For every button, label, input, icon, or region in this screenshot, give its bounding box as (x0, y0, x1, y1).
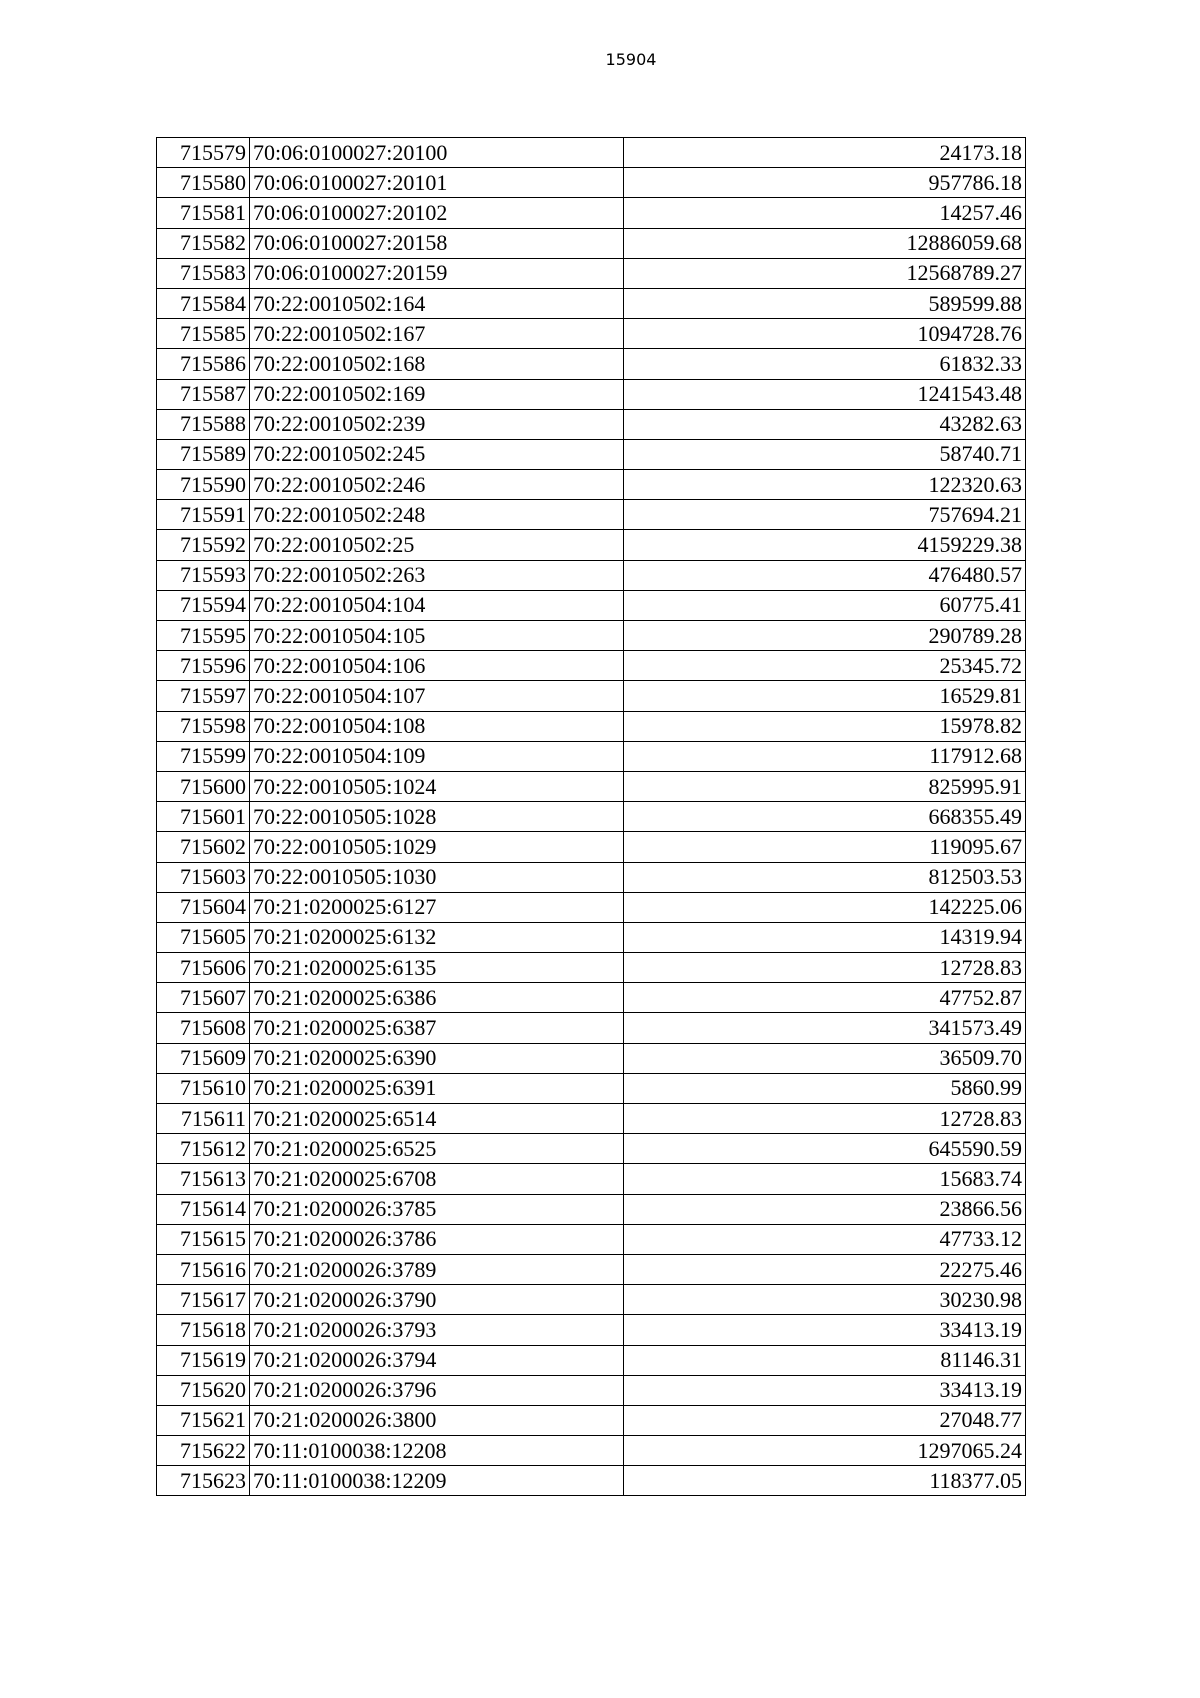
value-cell: 290789.28 (624, 621, 1026, 651)
cadastral-number-cell: 70:21:0200025:6386 (250, 983, 624, 1013)
cadastral-number-cell: 70:22:0010502:168 (250, 349, 624, 379)
cadastral-number-cell: 70:22:0010502:245 (250, 439, 624, 469)
cadastral-number-cell: 70:22:0010504:106 (250, 651, 624, 681)
row-number-cell: 715599 (157, 741, 250, 771)
table-row (157, 530, 1026, 560)
cadastral-number-cell: 70:22:0010504:107 (250, 681, 624, 711)
row-number-cell: 715610 (157, 1073, 250, 1103)
table-row (157, 590, 1026, 620)
cadastral-number-cell: 70:22:0010502:164 (250, 288, 624, 318)
row-number-cell: 715606 (157, 953, 250, 983)
cadastral-number-cell: 70:22:0010505:1024 (250, 771, 624, 801)
table-row (157, 1405, 1026, 1435)
cadastral-number-cell: 70:21:0200026:3796 (250, 1375, 624, 1405)
row-number-cell: 715581 (157, 198, 250, 228)
row-number-cell: 715587 (157, 379, 250, 409)
row-number-cell: 715584 (157, 288, 250, 318)
value-cell: 4159229.38 (624, 530, 1026, 560)
row-number-cell: 715603 (157, 862, 250, 892)
row-number-cell: 715614 (157, 1194, 250, 1224)
table-row (157, 1285, 1026, 1315)
cadastral-number-cell: 70:21:0200025:6525 (250, 1134, 624, 1164)
value-cell: 23866.56 (624, 1194, 1026, 1224)
row-number-cell: 715582 (157, 228, 250, 258)
table-row (157, 470, 1026, 500)
row-number-cell: 715594 (157, 590, 250, 620)
value-cell: 60775.41 (624, 590, 1026, 620)
cadastral-number-cell: 70:21:0200026:3793 (250, 1315, 624, 1345)
value-cell: 81146.31 (624, 1345, 1026, 1375)
value-cell: 27048.77 (624, 1405, 1026, 1435)
cadastral-number-cell: 70:21:0200026:3785 (250, 1194, 624, 1224)
value-cell: 812503.53 (624, 862, 1026, 892)
table-row (157, 771, 1026, 801)
page-number: 15904 (605, 50, 657, 69)
value-cell: 12728.83 (624, 953, 1026, 983)
table-row (157, 198, 1026, 228)
cadastral-number-cell: 70:22:0010502:167 (250, 319, 624, 349)
value-cell: 1094728.76 (624, 319, 1026, 349)
row-number-cell: 715612 (157, 1134, 250, 1164)
table-row (157, 1194, 1026, 1224)
table-row (157, 1164, 1026, 1194)
cadastral-number-cell: 70:21:0200026:3800 (250, 1405, 624, 1435)
table-row (157, 1224, 1026, 1254)
table-row (157, 439, 1026, 469)
row-number-cell: 715589 (157, 439, 250, 469)
cadastral-number-cell: 70:11:0100038:12208 (250, 1436, 624, 1466)
value-cell: 58740.71 (624, 439, 1026, 469)
cadastral-number-cell: 70:21:0200025:6391 (250, 1073, 624, 1103)
table-row (157, 953, 1026, 983)
row-number-cell: 715616 (157, 1254, 250, 1284)
table-row (157, 892, 1026, 922)
value-cell: 14257.46 (624, 198, 1026, 228)
table-row (157, 560, 1026, 590)
cadastral-number-cell: 70:22:0010502:248 (250, 500, 624, 530)
cadastral-number-cell: 70:21:0200026:3786 (250, 1224, 624, 1254)
cadastral-number-cell: 70:21:0200026:3789 (250, 1254, 624, 1284)
row-number-cell: 715621 (157, 1405, 250, 1435)
row-number-cell: 715608 (157, 1013, 250, 1043)
value-cell: 47752.87 (624, 983, 1026, 1013)
cadastral-number-cell: 70:21:0200025:6514 (250, 1104, 624, 1134)
table-row (157, 349, 1026, 379)
row-number-cell: 715583 (157, 258, 250, 288)
row-number-cell: 715596 (157, 651, 250, 681)
row-number-cell: 715586 (157, 349, 250, 379)
table-row (157, 922, 1026, 952)
cadastral-number-cell: 70:22:0010502:239 (250, 409, 624, 439)
cadastral-number-cell: 70:22:0010504:109 (250, 741, 624, 771)
value-cell: 15978.82 (624, 711, 1026, 741)
table-row (157, 802, 1026, 832)
cadastral-number-cell: 70:22:0010504:108 (250, 711, 624, 741)
value-cell: 25345.72 (624, 651, 1026, 681)
value-cell: 33413.19 (624, 1315, 1026, 1345)
value-cell: 117912.68 (624, 741, 1026, 771)
table-row (157, 319, 1026, 349)
row-number-cell: 715601 (157, 802, 250, 832)
value-cell: 341573.49 (624, 1013, 1026, 1043)
table-row (157, 1345, 1026, 1375)
row-number-cell: 715592 (157, 530, 250, 560)
row-number-cell: 715609 (157, 1043, 250, 1073)
cadastral-number-cell: 70:21:0200025:6708 (250, 1164, 624, 1194)
cadastral-number-cell: 70:22:0010502:263 (250, 560, 624, 590)
cadastral-number-cell: 70:21:0200025:6135 (250, 953, 624, 983)
table-row (157, 983, 1026, 1013)
cadastral-number-cell: 70:22:0010502:246 (250, 470, 624, 500)
cadastral-number-cell: 70:06:0100027:20159 (250, 258, 624, 288)
table-row (157, 862, 1026, 892)
table-row (157, 1315, 1026, 1345)
row-number-cell: 715591 (157, 500, 250, 530)
row-number-cell: 715598 (157, 711, 250, 741)
table-row (157, 1436, 1026, 1466)
row-number-cell: 715590 (157, 470, 250, 500)
table-row (157, 1375, 1026, 1405)
row-number-cell: 715623 (157, 1466, 250, 1496)
cadastral-number-cell: 70:22:0010502:25 (250, 530, 624, 560)
value-cell: 5860.99 (624, 1073, 1026, 1103)
value-cell: 1241543.48 (624, 379, 1026, 409)
row-number-cell: 715580 (157, 168, 250, 198)
table-row (157, 832, 1026, 862)
value-cell: 33413.19 (624, 1375, 1026, 1405)
table-row (157, 1104, 1026, 1134)
table-row (157, 1013, 1026, 1043)
row-number-cell: 715615 (157, 1224, 250, 1254)
value-cell: 957786.18 (624, 168, 1026, 198)
value-cell: 757694.21 (624, 500, 1026, 530)
row-number-cell: 715595 (157, 621, 250, 651)
value-cell: 43282.63 (624, 409, 1026, 439)
cadastral-number-cell: 70:22:0010504:105 (250, 621, 624, 651)
table-row (157, 288, 1026, 318)
row-number-cell: 715620 (157, 1375, 250, 1405)
table-row (157, 1073, 1026, 1103)
table-row (157, 651, 1026, 681)
row-number-cell: 715593 (157, 560, 250, 590)
value-cell: 12728.83 (624, 1104, 1026, 1134)
value-cell: 589599.88 (624, 288, 1026, 318)
cadastral-number-cell: 70:11:0100038:12209 (250, 1466, 624, 1496)
value-cell: 47733.12 (624, 1224, 1026, 1254)
row-number-cell: 715588 (157, 409, 250, 439)
value-cell: 12886059.68 (624, 228, 1026, 258)
table-row (157, 621, 1026, 651)
cadastral-number-cell: 70:21:0200025:6132 (250, 922, 624, 952)
table-row (157, 711, 1026, 741)
row-number-cell: 715602 (157, 832, 250, 862)
row-number-cell: 715618 (157, 1315, 250, 1345)
row-number-cell: 715585 (157, 319, 250, 349)
cadastral-number-cell: 70:06:0100027:20101 (250, 168, 624, 198)
row-number-cell: 715617 (157, 1285, 250, 1315)
value-cell: 645590.59 (624, 1134, 1026, 1164)
table-row (157, 1466, 1026, 1496)
row-number-cell: 715607 (157, 983, 250, 1013)
cadastral-number-cell: 70:06:0100027:20102 (250, 198, 624, 228)
cadastral-number-cell: 70:22:0010505:1028 (250, 802, 624, 832)
value-cell: 30230.98 (624, 1285, 1026, 1315)
value-cell: 14319.94 (624, 922, 1026, 952)
value-cell: 22275.46 (624, 1254, 1026, 1284)
cadastral-value-table (156, 137, 1026, 1496)
value-cell: 1297065.24 (624, 1436, 1026, 1466)
row-number-cell: 715600 (157, 771, 250, 801)
value-cell: 15683.74 (624, 1164, 1026, 1194)
cadastral-number-cell: 70:06:0100027:20158 (250, 228, 624, 258)
cadastral-number-cell: 70:22:0010505:1030 (250, 862, 624, 892)
value-cell: 118377.05 (624, 1466, 1026, 1496)
row-number-cell: 715605 (157, 922, 250, 952)
row-number-cell: 715622 (157, 1436, 250, 1466)
value-cell: 61832.33 (624, 349, 1026, 379)
value-cell: 142225.06 (624, 892, 1026, 922)
value-cell: 12568789.27 (624, 258, 1026, 288)
table-row (157, 138, 1026, 168)
table-row (157, 228, 1026, 258)
value-cell: 119095.67 (624, 832, 1026, 862)
value-cell: 36509.70 (624, 1043, 1026, 1073)
row-number-cell: 715604 (157, 892, 250, 922)
cadastral-number-cell: 70:21:0200025:6127 (250, 892, 624, 922)
table-row (157, 1043, 1026, 1073)
cadastral-number-cell: 70:21:0200026:3790 (250, 1285, 624, 1315)
table-row (157, 379, 1026, 409)
cadastral-number-cell: 70:21:0200025:6387 (250, 1013, 624, 1043)
row-number-cell: 715613 (157, 1164, 250, 1194)
cadastral-number-cell: 70:21:0200026:3794 (250, 1345, 624, 1375)
table-body (157, 138, 1026, 1496)
cadastral-number-cell: 70:06:0100027:20100 (250, 138, 624, 168)
value-cell: 24173.18 (624, 138, 1026, 168)
row-number-cell: 715597 (157, 681, 250, 711)
value-cell: 476480.57 (624, 560, 1026, 590)
row-number-cell: 715611 (157, 1104, 250, 1134)
table-row (157, 500, 1026, 530)
table-row (157, 741, 1026, 771)
row-number-cell: 715579 (157, 138, 250, 168)
table-row (157, 258, 1026, 288)
table-row (157, 168, 1026, 198)
table-row (157, 409, 1026, 439)
value-cell: 668355.49 (624, 802, 1026, 832)
table-row (157, 681, 1026, 711)
cadastral-number-cell: 70:22:0010505:1029 (250, 832, 624, 862)
value-cell: 825995.91 (624, 771, 1026, 801)
table-row (157, 1134, 1026, 1164)
cadastral-number-cell: 70:21:0200025:6390 (250, 1043, 624, 1073)
row-number-cell: 715619 (157, 1345, 250, 1375)
cadastral-number-cell: 70:22:0010504:104 (250, 590, 624, 620)
cadastral-number-cell: 70:22:0010502:169 (250, 379, 624, 409)
value-cell: 122320.63 (624, 470, 1026, 500)
value-cell: 16529.81 (624, 681, 1026, 711)
table-row (157, 1254, 1026, 1284)
